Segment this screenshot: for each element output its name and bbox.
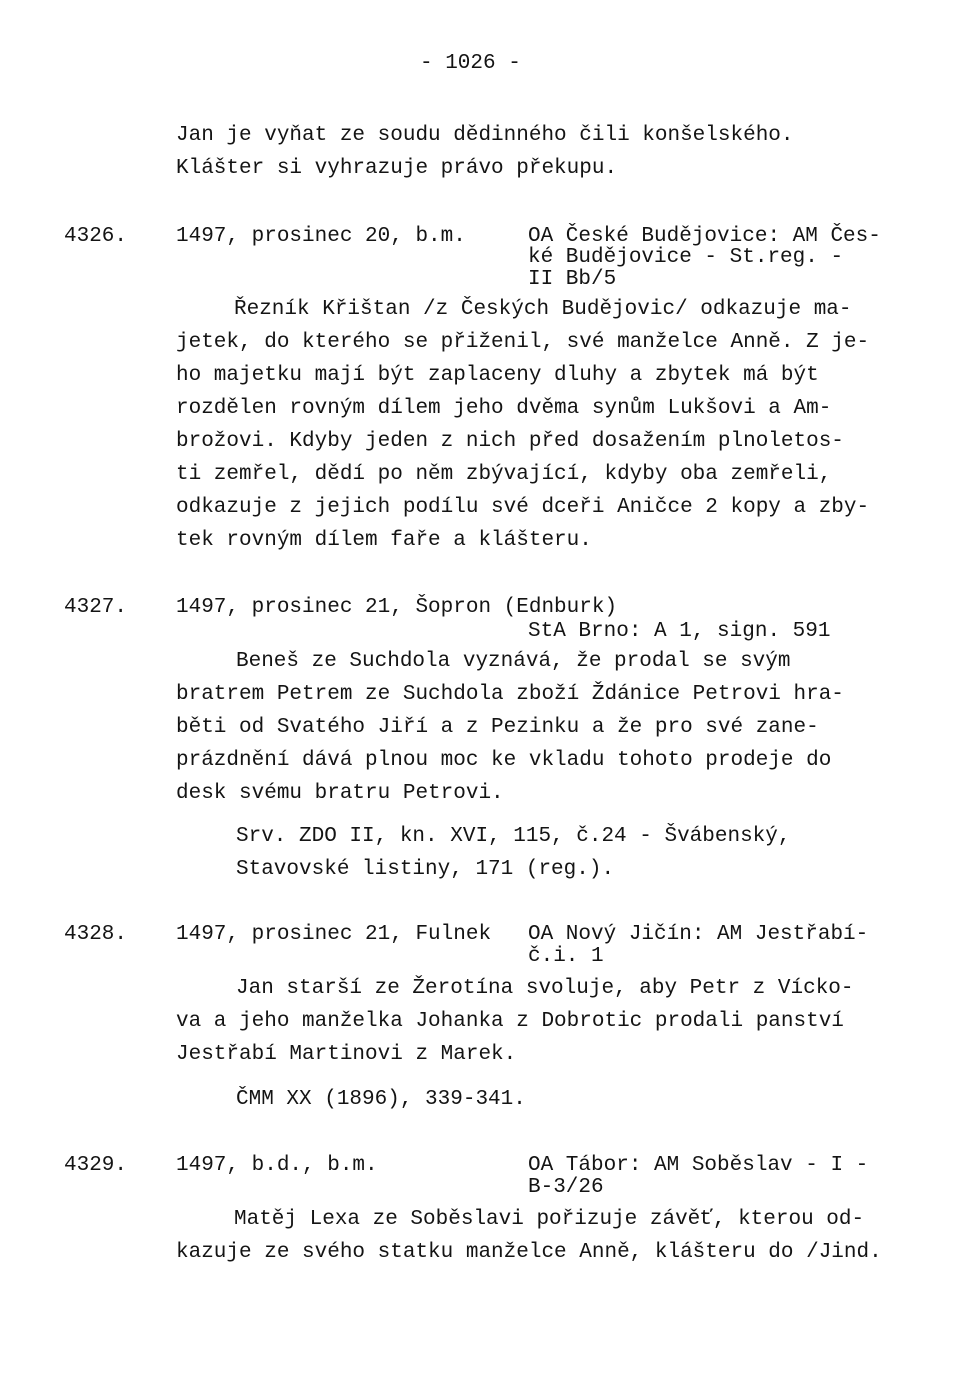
entry-text-line: desk svému bratru Petrovi. [176, 782, 504, 805]
entry-text-line: bratrem Petrem ze Suchdola zboží Ždánice Petrovi hra- [176, 683, 844, 706]
entry-date-place: 1497, b.d., b.m. [176, 1154, 378, 1177]
entry-source: B-3/26 [528, 1176, 604, 1199]
entry-text-line: ho majetku mají být zaplaceny dluhy a zbytek má být [176, 364, 819, 387]
entry-text-line: va a jeho manželka Johanka z Dobrotic prodali panství [176, 1010, 844, 1033]
entry-text-line: prázdnění dává plnou moc ke vkladu tohoto prodeje do [176, 749, 832, 772]
entry-reference: ČMM XX (1896), 339-341. [236, 1088, 526, 1111]
entry-date-place: 1497, prosinec 21, Šopron (Ednburk) [176, 596, 618, 619]
entry-text-line: Jan starší ze Žerotína svoluje, aby Petr z Vícko- [236, 977, 854, 1000]
page-number: - 1026 - [420, 52, 521, 75]
entry-source: OA Nový Jičín: AM Jestřabí- [528, 923, 869, 946]
entry-text-line: jetek, do kterého se přiženil, své manželce Anně. Z je- [176, 331, 870, 354]
entry-source: č.i. 1 [528, 945, 604, 968]
entry-date-place: 1497, prosinec 21, Fulnek [176, 923, 492, 946]
entry-text-line: běti od Svatého Jiří a z Pezinku a že pro své zane- [176, 716, 819, 739]
entry-number: 4329. [64, 1154, 128, 1177]
entry-source: OA Tábor: AM Soběslav - I - [528, 1154, 869, 1177]
entry-text-line: Jestřabí Martinovi z Marek. [176, 1043, 517, 1066]
entry-number: 4328. [64, 923, 128, 946]
entry-text-line: odkazuje z jejich podílu své dceři Aničce 2 kopy a zby- [176, 496, 870, 519]
entry-text-line: ti zemřel, dědí po něm zbývající, kdyby oba zemřeli, [176, 463, 832, 486]
entry-source: II Bb/5 [528, 268, 617, 291]
entry-text-line: kazuje ze svého statku manželce Anně, klášteru do /Jind. [176, 1241, 882, 1264]
text-line: Klášter si vyhrazuje právo překupu. [176, 157, 618, 180]
entry-number: 4326. [64, 225, 128, 248]
entry-date-place: 1497, prosinec 20, b.m. [176, 225, 466, 248]
entry-text-line: Řezník Křištan /z Českých Budějovic/ odkazuje ma- [234, 298, 852, 321]
entry-number: 4327. [64, 596, 128, 619]
text-line: Jan je vyňat ze soudu dědinného čili konšelského. [176, 124, 794, 147]
entry-source: ké Budějovice - St.reg. - [528, 246, 844, 269]
entry-text-line: brožovi. Kdyby jeden z nich před dosažením plnoletos- [176, 430, 844, 453]
entry-source: StA Brno: A 1, sign. 591 [528, 620, 831, 643]
entry-source: OA České Budějovice: AM Čes- [528, 225, 881, 248]
entry-text-line: Matěj Lexa ze Soběslavi pořizuje závěť, kterou od- [234, 1208, 865, 1231]
entry-text-line: tek rovným dílem faře a klášteru. [176, 529, 592, 552]
entry-text-line: Beneš ze Suchdola vyznává, že prodal se svým [236, 650, 791, 673]
entry-text-line: rozdělen rovným dílem jeho dvěma synům Lukšovi a Am- [176, 397, 832, 420]
entry-reference: Srv. ZDO II, kn. XVI, 115, č.24 - Švábenský, [236, 825, 791, 848]
entry-reference: Stavovské listiny, 171 (reg.). [236, 858, 615, 881]
